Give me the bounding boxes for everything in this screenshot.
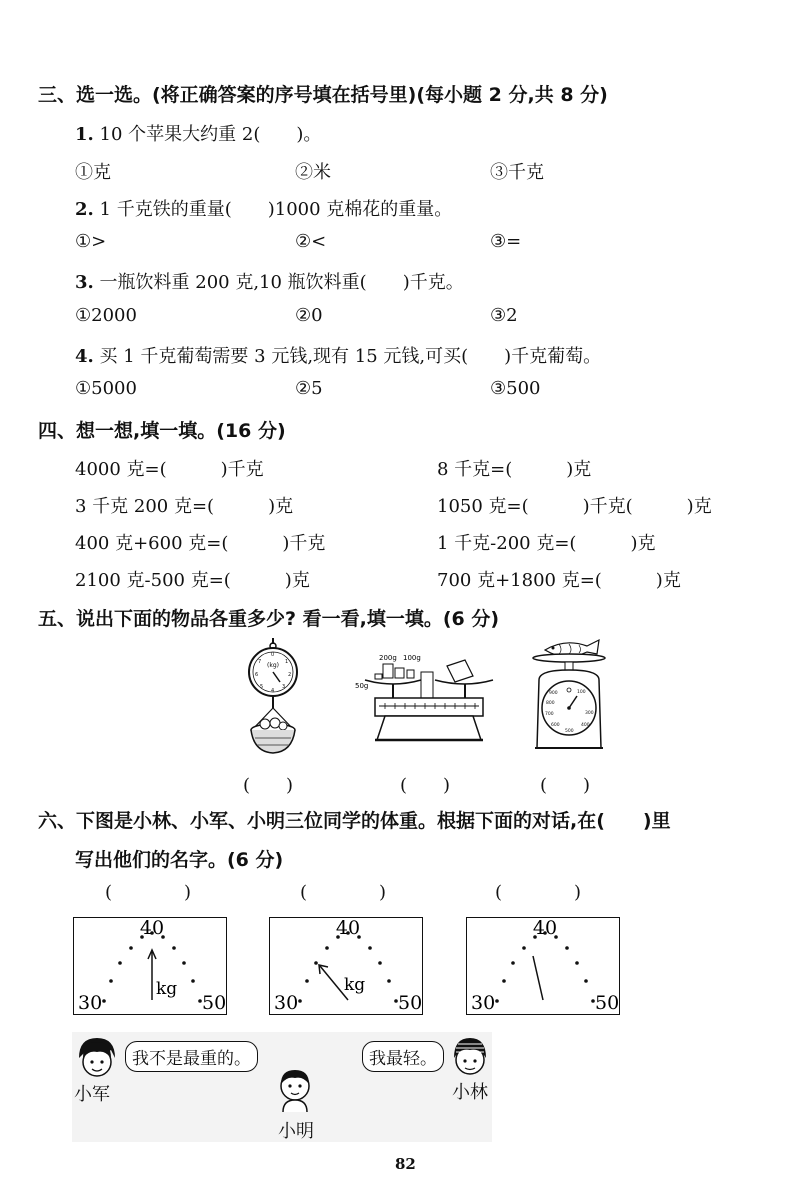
scale-mark: 600: [551, 723, 560, 728]
section4-title: 四、想一想,填一填。(16 分): [38, 420, 286, 442]
question-text: 买 1 千克葡萄需要 3 元钱,现有 15 元钱,可买( )千克葡萄。: [99, 346, 602, 367]
svg-text:2: 2: [288, 672, 292, 678]
boy-xiaoming-icon: [275, 1066, 315, 1112]
dial-min-label: 30: [78, 992, 103, 1014]
dial-max-label: 50: [202, 992, 226, 1014]
question-text: 1 千克铁的重量( )1000 克棉花的重量。: [99, 199, 453, 220]
fill-item: 400 克+600 克=( )千克: [75, 533, 326, 554]
question-number: 4.: [75, 346, 94, 367]
speech-bubble-1: 我不是最重的。: [125, 1041, 258, 1072]
scale-mark: 700: [545, 712, 554, 717]
weight-100g-label: 100g: [403, 654, 421, 662]
name-blank-3[interactable]: ( ): [495, 882, 582, 903]
balance-scale-image: [355, 648, 495, 748]
question-1: [75, 120, 321, 146]
weight-50g-label: 50g: [355, 682, 369, 690]
answer-blank-3[interactable]: ( ): [540, 775, 591, 796]
question-number: 1.: [75, 124, 94, 145]
scale-unit-label: (kg): [267, 662, 279, 669]
name-label-xiaojun: 小军: [74, 1084, 110, 1105]
boy-xiaojun-icon: [75, 1036, 119, 1080]
dial-unit-label: kg: [156, 979, 178, 999]
scale-mark: 800: [546, 701, 555, 706]
svg-text:3: 3: [282, 684, 286, 690]
name-blank-2[interactable]: ( ): [300, 882, 387, 903]
q4-option-2: ②5: [295, 378, 323, 399]
boy-xiaolin-icon: [448, 1034, 492, 1078]
question-number: 2.: [75, 199, 94, 220]
q3-option-1: ①2000: [75, 305, 137, 326]
q1-option-2: ②米: [295, 162, 331, 183]
fill-item: 700 克+1800 克=( )克: [437, 570, 681, 591]
dial-max-label: 50: [398, 992, 422, 1014]
section6-title-line1: 六、下图是小林、小军、小明三位同学的体重。根据下面的对话,在( )里: [38, 810, 671, 832]
question-text: 10 个苹果大约重 2( )。: [99, 124, 322, 145]
q2-option-2: ②<: [295, 231, 327, 252]
fill-item: 1 千克-200 克=( )克: [437, 533, 656, 554]
svg-text:7: 7: [258, 659, 262, 665]
fill-item: 3 千克 200 克=( )克: [75, 496, 294, 517]
page-number: 82: [395, 1155, 416, 1173]
scale-mark: 400: [581, 723, 590, 728]
answer-blank-1[interactable]: ( ): [243, 775, 294, 796]
scale-mark: 300: [585, 711, 594, 716]
q3-option-3: ③2: [490, 305, 518, 326]
q1-option-1: ①克: [75, 162, 111, 183]
dial-min-label: 30: [274, 992, 299, 1014]
scale-mark: 900: [549, 691, 558, 696]
scale-mark: 500: [565, 729, 574, 734]
section6-title-line2: 写出他们的名字。(6 分): [75, 849, 284, 871]
weight-dial-1: [73, 917, 227, 1015]
q4-option-1: ①5000: [75, 378, 137, 399]
platform-scale-image: [525, 636, 615, 752]
q4-option-3: ③500: [490, 378, 541, 399]
section3-title: 三、选一选。(将正确答案的序号填在括号里)(每小题 2 分,共 8 分): [38, 84, 608, 106]
svg-text:6: 6: [255, 672, 259, 678]
answer-blank-2[interactable]: ( ): [400, 775, 451, 796]
svg-text:5: 5: [260, 684, 264, 690]
fill-item: 2100 克-500 克=( )克: [75, 570, 310, 591]
weight-200g-label: 200g: [379, 654, 397, 662]
name-blank-1[interactable]: ( ): [105, 882, 192, 903]
dial-min-label: 30: [471, 992, 496, 1014]
dial-top-label: 40: [139, 918, 165, 939]
q3-option-2: ②0: [295, 305, 323, 326]
q2-option-3: ③=: [490, 231, 522, 252]
name-label-xiaolin: 小林: [452, 1082, 488, 1103]
question-text: 一瓶饮料重 200 克,10 瓶饮料重( )千克。: [99, 272, 464, 293]
svg-text:0: 0: [271, 652, 275, 658]
svg-text:4: 4: [271, 688, 275, 694]
svg-text:1: 1: [285, 659, 289, 665]
question-2: [75, 195, 452, 221]
scale-mark: 100: [577, 690, 586, 695]
name-label-xiaoming: 小明: [278, 1121, 314, 1142]
dial-unit-label: kg: [344, 975, 366, 995]
dial-top-label: 40: [335, 918, 361, 939]
question-number: 3.: [75, 272, 94, 293]
question-4: [75, 342, 601, 368]
weight-dial-3: [466, 917, 620, 1015]
fill-item: 1050 克=( )千克( )克: [437, 496, 712, 517]
speech-bubble-2: 我最轻。: [362, 1041, 444, 1072]
hanging-scale-image: [240, 638, 306, 758]
section5-title: 五、说出下面的物品各重多少? 看一看,填一填。(6 分): [38, 608, 500, 630]
question-3: [75, 268, 464, 294]
q2-option-1: ①>: [75, 231, 107, 252]
dial-max-label: 50: [595, 992, 619, 1014]
fill-item: 8 千克=( )克: [437, 459, 592, 480]
dial-top-label: 40: [532, 918, 558, 939]
weight-dial-2: [269, 917, 423, 1015]
q1-option-3: ③千克: [490, 162, 544, 183]
fill-item: 4000 克=( )千克: [75, 459, 264, 480]
